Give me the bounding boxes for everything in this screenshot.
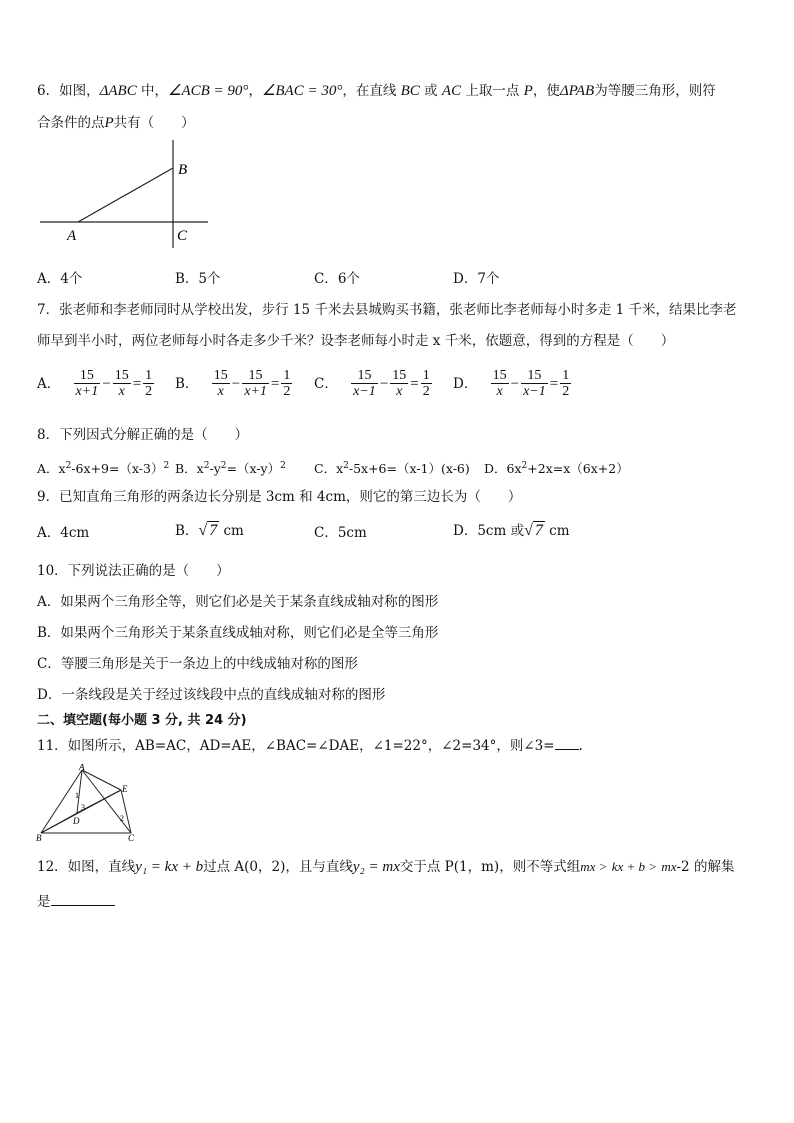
q6-line-ac: AC	[441, 83, 462, 99]
q8-text: -y	[209, 461, 221, 477]
q10-option-b[interactable]: B．如果两个三角形关于某条直线成轴对称，则它们必是全等三角形	[37, 625, 439, 641]
fraction	[491, 368, 509, 399]
q7-stem-line2: 师早到半小时，两位老师每小时各走多少千米？设李老师每小时走 x 千米，依题意，得到的方程是（ ）	[37, 333, 675, 349]
denominator: 2	[562, 384, 570, 399]
option-label: C．	[314, 375, 338, 392]
minus-sign: −	[510, 375, 520, 392]
q11-label-e: E	[122, 784, 128, 794]
q6-line-ab	[78, 168, 173, 222]
exponent: 2	[203, 461, 210, 471]
q11-figure	[36, 764, 141, 844]
q6-option-d[interactable]: D．7个	[453, 271, 500, 287]
q11-label-a: A	[79, 764, 85, 772]
q11-angle-1: 1	[75, 791, 79, 800]
q9-option-d[interactable]	[453, 522, 570, 540]
q6-option-a[interactable]: A．4个	[37, 271, 83, 287]
q6-text: 或	[419, 83, 442, 99]
denominator: x−1	[353, 384, 376, 399]
q6-option-b[interactable]: B．5个	[175, 271, 221, 287]
numerator: 15	[213, 368, 228, 383]
q7-stem-line1: 7．张老师和李老师同时从学校出发，步行 15 千米去县城购买书籍，张老师比李老师每小时多走 1 千米，结果比李老	[37, 302, 737, 318]
sqrt: √ 7	[198, 522, 218, 539]
q12-line-y1: y₁ = kx + b	[135, 859, 204, 875]
q6-angle-acb: ∠ACB = 90°	[168, 83, 249, 99]
q12-stem-line1	[37, 858, 734, 876]
q6-point-p: P	[523, 83, 533, 99]
q8-text: B．x	[175, 461, 204, 477]
q11-angle-3: 3	[81, 803, 85, 812]
seg-ae	[82, 770, 121, 790]
unit: cm	[219, 523, 244, 539]
q10-option-a[interactable]: A．如果两个三角形全等，则它们必是关于某条直线成轴对称的图形	[37, 594, 439, 610]
option-label: B．	[175, 523, 199, 539]
q6-stem-line1	[37, 82, 716, 100]
denominator: 2	[283, 384, 291, 399]
q8-text: D．6x	[484, 461, 522, 477]
q12-text: 是	[37, 894, 51, 910]
q11-angle-2: 2	[120, 814, 124, 823]
denominator: 2	[422, 384, 430, 399]
exponent: 2	[280, 461, 286, 471]
denominator: 2	[145, 384, 153, 399]
numerator: 1	[283, 368, 291, 383]
q8-option-a[interactable]	[37, 457, 169, 478]
sqrt: √ 7	[524, 522, 543, 539]
q6-option-c[interactable]: C．6个	[314, 271, 360, 287]
equals-sign: =	[132, 375, 142, 392]
fraction	[281, 368, 292, 399]
radicand: 7	[534, 522, 543, 539]
q6-number: 6．如图，	[37, 83, 100, 99]
fraction	[212, 368, 230, 399]
q11-text: .	[578, 738, 583, 754]
exponent: 2	[521, 461, 528, 471]
option-label: A．	[37, 375, 61, 392]
denominator: x	[390, 383, 408, 399]
equals-sign: =	[549, 375, 559, 392]
q6-line-bc: BC	[400, 83, 420, 99]
q6-text: ，	[248, 83, 262, 99]
numerator: 15	[492, 368, 507, 383]
q6-triangle-pab: ΔPAB	[559, 83, 595, 99]
fraction	[113, 368, 131, 399]
option-label: B．	[175, 375, 199, 392]
q11-text: 11．如图所示，AB=AC，AD=AE，∠BAC=∠DAE，∠1=22°，∠2=34°，则∠3=	[37, 738, 555, 754]
option-label: D．	[453, 375, 478, 392]
q8-text: -6x+9=（x-3）	[71, 461, 164, 477]
q8-text: +2x=x（6x+2）	[527, 461, 629, 477]
section-title: 二、填空题(每小题 3 分, 共 24 分)	[37, 713, 247, 728]
q10-option-d[interactable]: D．一条线段是关于经过该线段中点的直线成轴对称的图形	[37, 687, 386, 703]
q12-ineq-part: mx >	[580, 859, 608, 874]
q11-label-d: D	[73, 816, 80, 826]
fraction	[560, 368, 571, 399]
q7-option-c[interactable]	[314, 368, 433, 399]
fraction	[521, 368, 548, 399]
fraction	[351, 368, 378, 399]
numerator: 1	[422, 368, 430, 383]
denominator: x−1	[523, 384, 546, 399]
answer-blank[interactable]	[555, 749, 579, 750]
q6-label-c: C	[177, 228, 188, 244]
q6-label-b: B	[178, 162, 188, 178]
denominator: x	[212, 383, 230, 399]
q8-text: A．x	[37, 461, 66, 477]
q8-text: =（x-y）	[226, 461, 281, 477]
fraction	[242, 368, 269, 399]
q12-text: -2 的解集	[676, 859, 735, 875]
q8-option-c[interactable]	[314, 457, 470, 478]
denominator: x+1	[75, 384, 99, 399]
q6-text: 为等腰三角形，则符	[594, 83, 716, 99]
q10-stem: 10．下列说法正确的是（ ）	[37, 563, 230, 579]
q8-text: C．x	[314, 461, 344, 477]
q10-option-c[interactable]: C．等腰三角形是关于一条边上的中线成轴对称的图形	[37, 656, 358, 672]
q6-angle-bac: ∠BAC = 30°	[261, 83, 343, 99]
fraction	[421, 368, 432, 399]
q6-text: 合条件的点	[37, 115, 105, 131]
fraction	[143, 368, 154, 399]
q6-figure	[38, 140, 213, 250]
q11-stem	[37, 737, 583, 755]
q12-text: 交于点 P(1，m)，则不等式组	[399, 859, 581, 875]
numerator: 15	[114, 368, 129, 383]
q6-text: 中，	[136, 83, 169, 99]
q12-ineq-part: mx	[661, 859, 677, 874]
q8-text: -5x+6=（x-1）(x-6)	[348, 461, 470, 477]
unit: cm	[544, 523, 570, 539]
q8-option-d[interactable]	[484, 457, 629, 478]
q6-text: 上取一点	[461, 83, 524, 99]
q12-line-y2: y₂ = mx	[352, 859, 400, 875]
q7-option-b[interactable]	[175, 368, 293, 399]
q8-option-b[interactable]	[175, 457, 286, 478]
exponent: 2	[343, 461, 349, 471]
denominator: x	[491, 383, 509, 399]
numerator: 15	[248, 368, 263, 383]
numerator: 1	[145, 368, 153, 383]
denominator: x+1	[244, 384, 267, 399]
q6-text: ，使	[532, 83, 560, 99]
minus-sign: −	[102, 375, 111, 392]
q6-point-p: P	[104, 115, 114, 131]
exponent: 2	[65, 461, 72, 471]
numerator: 15	[527, 368, 542, 383]
equals-sign: =	[410, 375, 419, 392]
equals-sign: =	[270, 375, 280, 392]
denominator: x	[113, 383, 131, 399]
q9-option-a[interactable]: A．4cm	[37, 525, 90, 541]
q11-label-c: C	[128, 833, 135, 843]
fraction	[390, 368, 408, 399]
minus-sign: −	[379, 375, 389, 392]
numerator: 1	[562, 368, 570, 383]
q9-stem: 9．已知直角三角形的两条边长分别是 3cm 和 4cm，则它的第三边长为（ ）	[37, 489, 522, 505]
q11-label-b: B	[36, 833, 42, 843]
q6-stem-line2	[37, 114, 195, 132]
q12-text: 12．如图，直线	[37, 859, 136, 875]
q9-option-c[interactable]: C．5cm	[314, 525, 367, 541]
numerator: 15	[79, 368, 94, 383]
numerator: 15	[357, 368, 372, 383]
exponent: 2	[163, 461, 170, 471]
q7-option-a[interactable]	[37, 368, 155, 399]
option-label: D．5cm 或	[453, 523, 525, 539]
q6-text: ，在直线	[342, 83, 401, 99]
exponent: 2	[220, 461, 227, 471]
minus-sign: −	[231, 375, 241, 392]
q12-stem-line2	[37, 893, 115, 911]
answer-blank[interactable]	[51, 905, 115, 906]
q9-option-b[interactable]	[175, 522, 244, 540]
radicand: 7	[209, 522, 218, 539]
q12-text: 过点 A(0，2)，且与直线	[203, 859, 353, 875]
q7-option-d[interactable]	[453, 368, 572, 399]
fraction	[74, 368, 101, 399]
q6-label-a: A	[67, 228, 77, 244]
q8-stem: 8．下列因式分解正确的是（ ）	[37, 427, 249, 443]
q6-triangle: ΔABC	[99, 83, 137, 99]
q12-ineq-part: kx + b >	[611, 859, 658, 874]
numerator: 15	[392, 368, 407, 383]
q6-text: 共有（ ）	[113, 115, 195, 131]
